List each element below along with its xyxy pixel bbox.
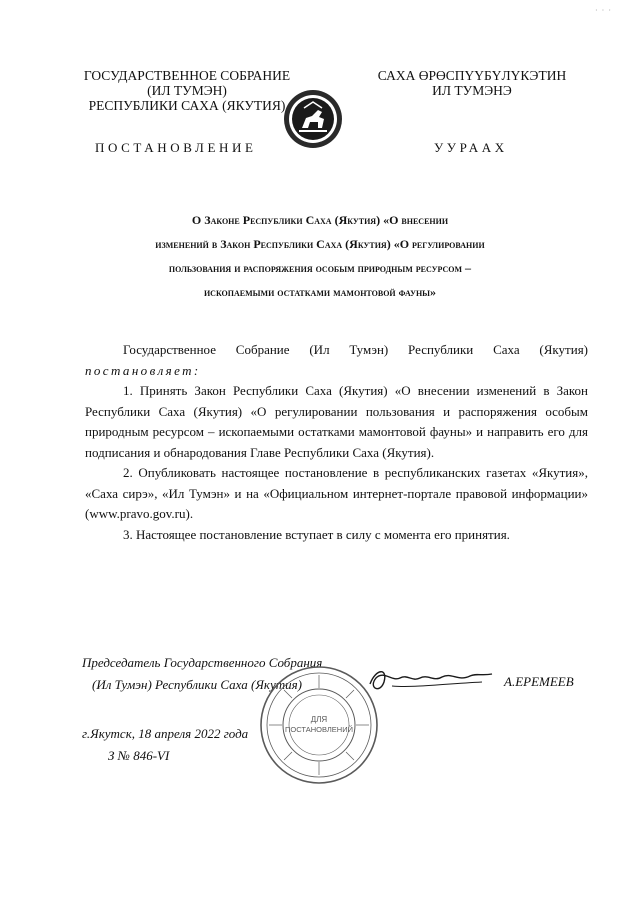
doc-type-yakut: УУРААХ [434, 140, 508, 155]
header-left-line: ГОСУДАРСТВЕННОЕ СОБРАНИЕ [83, 68, 291, 83]
seal-center-text-1: ДЛЯ [310, 715, 328, 724]
title-line: изменений в Закон Республики Саха (Якутия) «О регулировании [155, 237, 485, 251]
header-right-block [372, 68, 572, 98]
document-title [100, 208, 540, 304]
body-resolves: постановляет: [85, 362, 201, 378]
header-left-block [82, 68, 292, 113]
coat-of-arms-emblem [282, 88, 344, 150]
body-item-2: 2. Опубликовать настоящее постановление в республиканских газетах «Якутия», «Саха сирэ», «Ил Тумэн» и на «Официальном интернет-портале правовой информации» (www.pravo.gov.ru). [85, 465, 588, 521]
title-line: О Законе Республики Саха (Якутия) «О внесении [191, 213, 449, 227]
header-left-line: (ИЛ ТУМЭН) [147, 83, 227, 98]
seal-center-text-2: ПОСТАНОВЛЕНИЙ [284, 725, 354, 734]
body-item-1: 1. Принять Закон Республики Саха (Якутия) «О внесении изменений в Закон Республики Саха (Якутия) «О регулировании пользования и распоряжения особым природным ресурсом – ископаемыми остатками мамонтовой фауны» и направить его для подписания и обнародования Главе Республики Саха (Якутия). [85, 383, 588, 460]
document-number: З № 846-VI [108, 748, 170, 763]
header-left-line: РЕСПУБЛИКИ САХА (ЯКУТИЯ) [88, 98, 286, 113]
signatory-title-line: (Ил Тумэн) Республики Саха (Якутия) [92, 677, 302, 692]
header-right-line: ИЛ ТУМЭНЭ [432, 83, 512, 98]
title-line: ископаемыми остатками мамонтовой фауны» [203, 285, 437, 299]
body-item-3: 3. Настоящее постановление вступает в силу с момента его принятия. [123, 526, 510, 542]
document-body [85, 340, 588, 545]
official-seal-stamp [258, 664, 380, 786]
body-intro: Государственное Собрание (Ил Тумэн) Республики Саха (Якутия) [123, 342, 588, 357]
header-right-line: САХА ӨРӨСПҮҮБҮЛҮКЭТИН [377, 68, 567, 83]
scan-corner-mark: · · · [595, 6, 612, 15]
signatory-name: А.ЕРЕМЕЕВ [504, 674, 574, 689]
handwritten-signature [362, 662, 502, 696]
place-and-date: г.Якутск, 18 апреля 2022 года [82, 726, 249, 741]
signatory-title-line: Председатель Государственного Собрания [82, 655, 323, 670]
place-date-block [82, 723, 248, 767]
doc-type-russian: ПОСТАНОВЛЕНИЕ [95, 140, 257, 155]
title-line: пользования и распоряжения особым природным ресурсом – [168, 261, 472, 275]
